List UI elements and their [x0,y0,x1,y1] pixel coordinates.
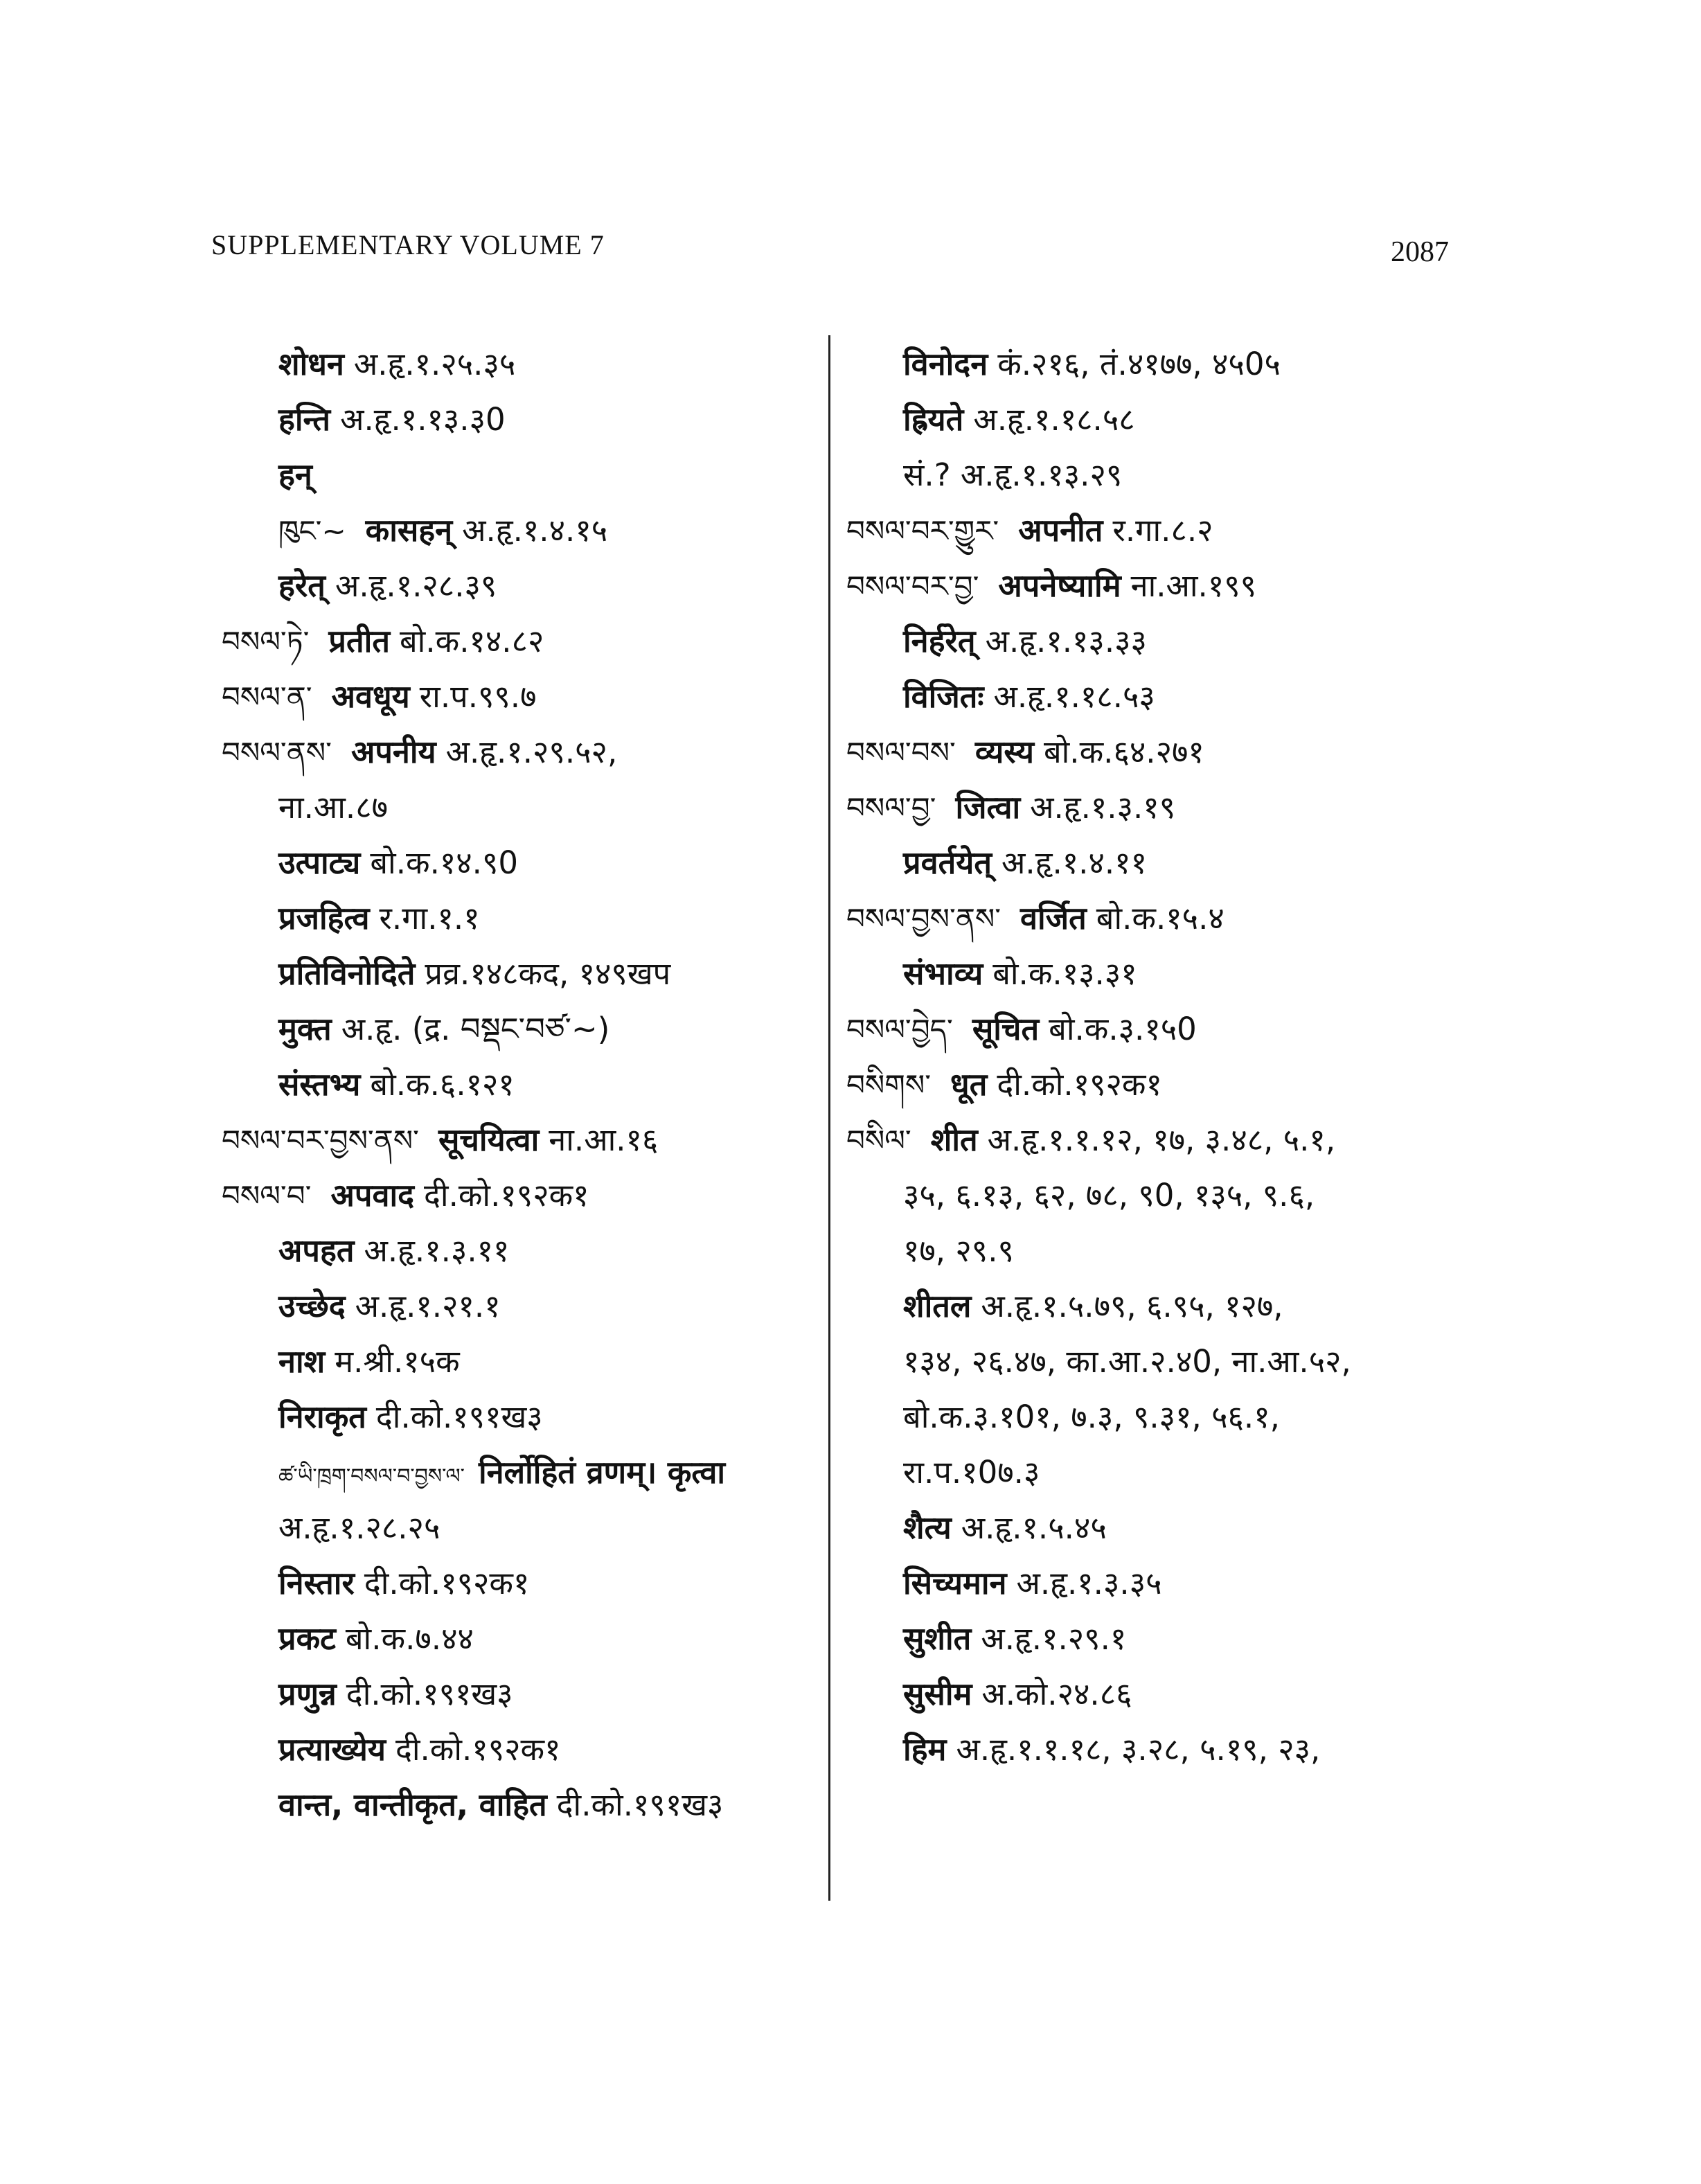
dictionary-entry [222,1445,845,1500]
dictionary-entry [846,669,1470,725]
source-reference: बो.क.३.१५0 [1049,1011,1197,1047]
source-reference: बो.क.७.४४ [345,1620,474,1657]
dictionary-entry [846,1112,1470,1168]
source-reference: अ.हृ.१.१.१८, ३.२८, ५.१९, २३, [956,1731,1321,1768]
sanskrit-term: वान्त, वान्तीकृत, वाहित [278,1786,547,1823]
source-reference: दी.को.१९२क१ [395,1731,561,1768]
dictionary-entry [846,1556,1470,1611]
page-number: 2087 [1391,236,1449,268]
sanskrit-term: शीत [930,1121,978,1158]
dictionary-entry [222,1223,845,1279]
source-reference: दी.को.१९१ख३ [375,1399,543,1435]
source-reference: अ.हृ.१.३.१९ [1030,789,1176,826]
dictionary-entry [846,447,1470,503]
dictionary-entry [222,614,845,669]
sanskrit-term: अपवाद [330,1177,415,1214]
source-reference: अ.हृ.१.१८.५८ [973,401,1135,438]
tibetan-headword: བསལ་བྱ་ [846,791,936,825]
source-reference: अ.हृ.१.५.४५ [961,1509,1107,1546]
sanskrit-term: सिच्यमान [903,1565,1007,1601]
source-reference: अ.हृ.१.१८.५३ [993,678,1155,715]
source-reference: अ.हृ.१.२१.१ [355,1288,501,1324]
source-reference: अ.हृ.१.२९.५२, [445,734,618,770]
sanskrit-term: निस्तार [278,1565,355,1601]
dictionary-entry [222,1611,845,1667]
dictionary-entry [846,1334,1470,1390]
dictionary-entry [846,337,1470,392]
source-reference: अ.हृ.१.२५.३५ [353,346,516,382]
source-reference: अ.हृ.१.३.११ [364,1232,510,1269]
source-reference: अ.हृ.१.२८.२५ [278,1509,440,1546]
dictionary-entry [222,780,845,835]
dictionary-entry [222,1279,845,1334]
tibetan-headword: བསལ་བས་ [846,736,956,770]
dictionary-entry [222,1057,845,1112]
dictionary-entry [846,503,1470,558]
dictionary-entry [222,1112,845,1168]
sanskrit-term: निराकृत [278,1399,366,1435]
source-reference: रा.प.९९.७ [419,678,537,715]
dictionary-entry [222,337,845,392]
sanskrit-term: हिम [903,1731,947,1768]
source-reference: अ.हृ.१.४.१५ [462,512,608,549]
dictionary-entry [222,1722,845,1777]
source-reference: अ.हृ.१.१.१२, १७, ३.४८, ५.१, [987,1121,1336,1158]
source-reference: बो.क.६४.२७१ [1043,734,1204,770]
dictionary-entry [846,1390,1470,1445]
sanskrit-term: अपनीत [1018,512,1103,549]
source-reference: १७, २९.९ [903,1232,1014,1269]
dictionary-entry [222,503,845,558]
dictionary-entry [846,1279,1470,1334]
sanskrit-term: निर्लोहितं व्रणम्। कृत्वा [478,1454,725,1491]
dictionary-entry [222,392,845,447]
dictionary-entry [222,558,845,614]
tibetan-headword: བསིགས་ [846,1068,932,1102]
tibetan-headword: བསལ་བར་གྱུར་ [846,514,999,548]
source-reference: दी.को.१९२क१ [364,1565,530,1601]
left-column [222,337,845,1833]
source-reference: बो.क.१४.९0 [370,844,519,881]
source-reference: बो.क.६.१२१ [370,1066,515,1103]
source-reference: अ.हृ.१.५.७९, ६.९५, १२७, [981,1288,1283,1324]
sanskrit-term: प्रणुन्न [278,1676,337,1712]
sanskrit-term: हरेत् [278,567,326,604]
tibetan-headword: བསལ་ན་ [222,680,312,714]
source-reference: अ.हृ. (द्र. བསྡང་བཙ་~) [341,1011,610,1047]
dictionary-entry [222,1334,845,1390]
dictionary-entry [846,1223,1470,1279]
dictionary-entry [222,946,845,1002]
sanskrit-term: निर्हरेत् [903,623,976,659]
sanskrit-term: विजितः [903,678,984,715]
source-reference: अ.हृ.१.३.३५ [1016,1565,1162,1601]
dictionary-entry [846,1722,1470,1777]
source-reference: अ.हृ.१.१३.३0 [340,401,506,438]
source-reference: रा.प.१0७.३ [903,1454,1040,1491]
sanskrit-term: प्रत्याख्येय [278,1731,386,1768]
tibetan-headword: བསིལ་ [846,1124,911,1157]
dictionary-entry [846,1611,1470,1667]
sanskrit-term: हन्ति [278,401,331,438]
sanskrit-term: प्रकट [278,1620,336,1657]
sanskrit-term: प्रतीत [328,623,390,659]
tibetan-headword: ཚ་ཡི་ཁྲག་བསལ་བ་བྱས་ལ་ [278,1464,465,1489]
sanskrit-term: शीतल [903,1288,972,1324]
source-reference: र.गा.८.२ [1112,512,1213,549]
source-reference: ना.आ.१९९ [1130,567,1257,604]
running-header-title: SUPPLEMENTARY VOLUME 7 [211,229,605,260]
sanskrit-term: अपनेष्यामि [998,567,1121,604]
source-reference: बो.क.१५.४ [1096,900,1224,936]
sanskrit-term: सुशीत [903,1620,972,1657]
dictionary-entry [222,1556,845,1611]
sanskrit-term: शोधन [278,346,344,382]
source-reference: दी.को.१९१ख३ [346,1676,513,1712]
dictionary-entry [222,1390,845,1445]
source-reference: बो.क.३.१0१, ७.३, ९.३१, ५६.१, [903,1399,1280,1435]
dictionary-entry [846,835,1470,891]
tibetan-headword: ཁུང་~ [278,514,346,548]
tibetan-headword: བསལ་བར་བྱས་ནས་ [222,1124,419,1157]
dictionary-entry [846,1002,1470,1057]
tibetan-headword: བསལ་ནས་ [222,736,332,770]
sanskrit-term: शैत्य [903,1509,952,1546]
sanskrit-term: नाश [278,1343,326,1380]
dictionary-entry [222,1002,845,1057]
sanskrit-term: अवधूय [331,678,410,715]
dictionary-entry [222,891,845,946]
tibetan-headword: བསལ་བྱེད་ [846,1013,953,1047]
source-reference: र.गा.१.१ [379,900,480,936]
dictionary-entry [846,946,1470,1002]
source-reference: दी.को.१९२क१ [997,1066,1162,1103]
source-reference: अ.को.२४.८६ [981,1676,1132,1712]
source-reference: ना.आ.१६ [549,1121,659,1158]
source-reference: प्रव्र.१४८कद, १४९खप [425,955,671,992]
sanskrit-term: प्रवर्तयेत् [903,844,992,881]
dictionary-entry [222,1168,845,1223]
sanskrit-term: सूचित [972,1011,1040,1047]
source-reference: ३५, ६.१३, ६२, ७८, ९0, १३५, ९.६, [903,1177,1315,1214]
sanskrit-term: संभाव्य [903,955,983,992]
source-reference: अ.हृ.१.१३.३३ [985,623,1147,659]
sanskrit-term: वर्जित [1020,900,1087,936]
sanskrit-term: धूत [950,1066,988,1103]
tibetan-headword: བསལ་བྱས་ནས་ [846,902,1001,936]
tibetan-headword: བསལ་བ་ [222,1179,312,1213]
right-column [846,337,1470,1777]
sanskrit-term: प्रजहित्व [278,900,370,936]
dictionary-entry [846,725,1470,780]
dictionary-entry [846,614,1470,669]
sanskrit-term: उच्छेद [278,1288,346,1324]
sanskrit-term: मुक्त [278,1011,332,1047]
sanskrit-term: व्यस्य [974,734,1034,770]
dictionary-entry [846,1500,1470,1556]
dictionary-entry [846,558,1470,614]
source-reference: दी.को.१९२क१ [424,1177,589,1214]
sanskrit-term: संस्तभ्य [278,1066,361,1103]
dictionary-entry [222,1500,845,1556]
dictionary-entry [222,725,845,780]
source-reference: १३४, २६.४७, का.आ.२.४0, ना.आ.५२, [903,1343,1351,1380]
sanskrit-term: हन् [278,456,312,493]
tibetan-headword: བསལ་ཏེ་ [222,625,310,659]
sanskrit-term: कासहन् [365,512,453,549]
dictionary-entry [846,1445,1470,1500]
dictionary-entry [222,669,845,725]
dictionary-entry [846,1057,1470,1112]
sanskrit-term: अपनीय [350,734,436,770]
dictionary-entry [222,1777,845,1833]
dictionary-entry [222,447,845,503]
source-reference: सं.? अ.हृ.१.१३.२९ [903,456,1123,493]
source-reference: अ.हृ.१.२८.३९ [335,567,497,604]
sanskrit-term: जित्वा [955,789,1021,826]
dictionary-entry [846,780,1470,835]
sanskrit-term: उत्पाट्य [278,844,361,881]
source-reference: बो.क.१४.८२ [399,623,544,659]
source-reference: अ.हृ.१.४.११ [1001,844,1147,881]
sanskrit-term: अपहत [278,1232,355,1269]
dictionary-entry [846,392,1470,447]
sanskrit-term: ह्रियते [903,401,964,438]
sanskrit-term: प्रतिविनोदिते [278,955,416,992]
source-reference: कं.२१६, तं.४१७७, ४५0५ [997,346,1281,382]
source-reference: बो.क.१३.३१ [992,955,1137,992]
sanskrit-term: विनोदन [903,346,988,382]
sanskrit-term: सुसीम [903,1676,972,1712]
dictionary-entry [846,891,1470,946]
source-reference: म.श्री.१५क [335,1343,460,1380]
dictionary-entry [222,835,845,891]
column-divider [828,335,830,1901]
dictionary-entry [222,1667,845,1722]
dictionary-entry [846,1168,1470,1223]
sanskrit-term: सूचयित्वा [438,1121,540,1158]
source-reference: ना.आ.८७ [278,789,389,826]
source-reference: अ.हृ.१.२९.१ [981,1620,1127,1657]
tibetan-headword: བསལ་བར་བྱ་ [846,569,979,603]
source-reference: दी.को.१९१ख३ [556,1786,724,1823]
dictionary-entry [846,1667,1470,1722]
